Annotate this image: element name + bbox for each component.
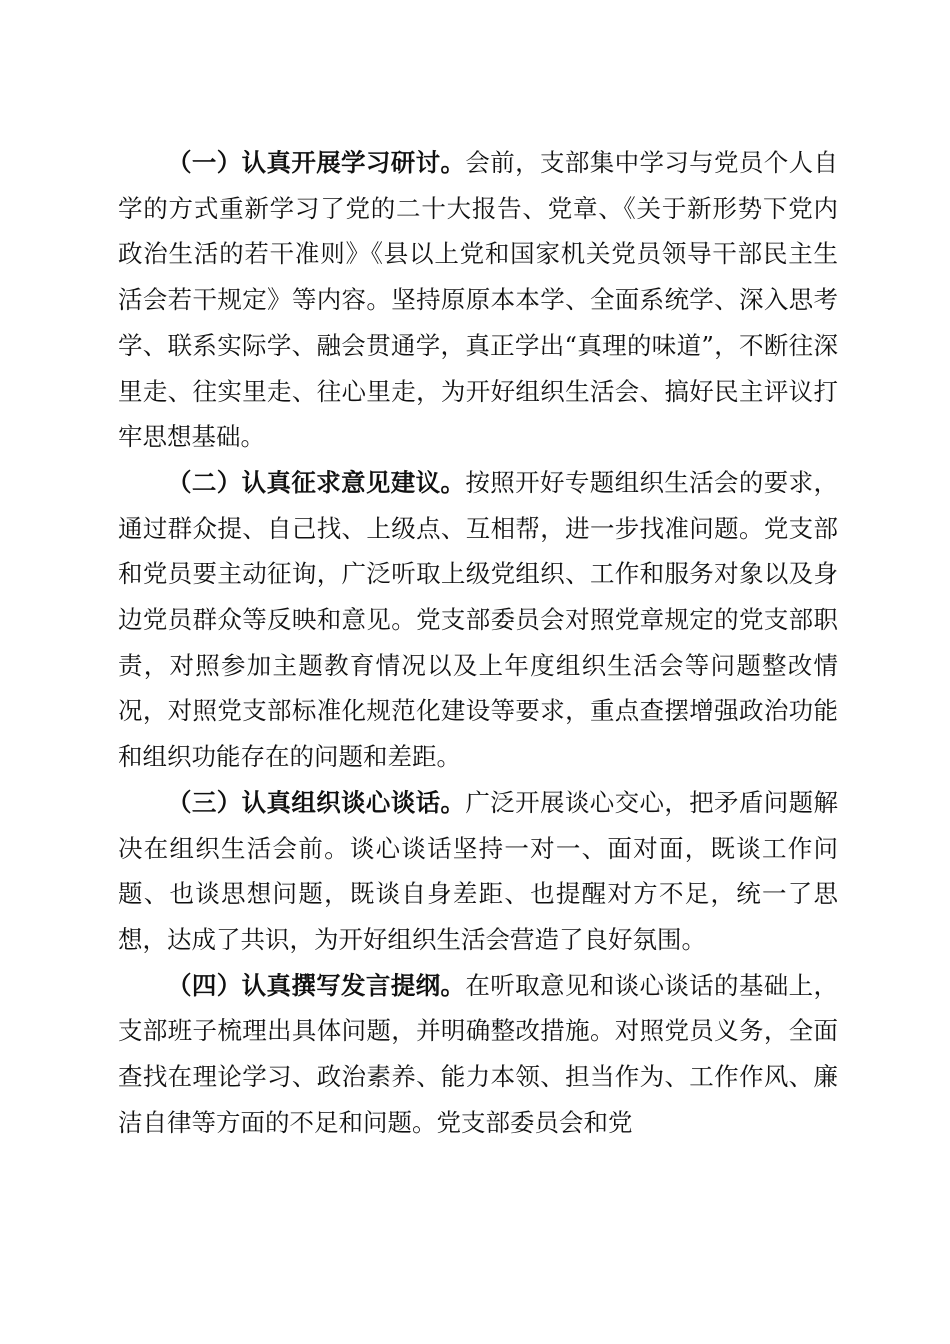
paragraph-heading: （四）认真撰写发言提纲。	[167, 970, 466, 1000]
paragraph-heading: （二）认真征求意见建议。	[167, 467, 466, 497]
paragraph-heading: （一）认真开展学习研讨。	[167, 148, 466, 177]
paragraph-text: 会前，支部集中学习与党员个人自学的方式重新学习了党的二十大报告、党章、《关于新形势下党内政治生活的若干准则》《县以上党和国家机关党员领导干部民主生活会若干规定》等内容。坚持原原本本学、全面系统学、深入思考学、联系实际学、融会贯通学，真正学出“真理的味道”，不断往深里走、往实里走、往心里走，为开好组织生活会、搞好民主评议打牢思想基础。	[118, 148, 839, 452]
paragraph-heart-to-heart-talks	[118, 780, 838, 963]
document-body	[118, 140, 838, 1145]
paragraph-text: 广泛开展谈心交心，把矛盾问题解决在组织生活会前。谈心谈话坚持一对一、面对面，既谈工作问题、也谈思想问题，既谈自身差距、也提醒对方不足，统一了思想，达成了共识，为开好组织生活会营造了良好氛围。	[118, 787, 839, 954]
paragraph-speech-outline	[118, 963, 838, 1146]
paragraph-heading: （三）认真组织谈心谈话。	[167, 787, 466, 817]
paragraph-text: 在听取意见和谈心谈话的基础上，支部班子梳理出具体问题，并明确整改措施。对照党员义务，全面查找在理论学习、政治素养、能力本领、担当作为、工作作风、廉洁自律等方面的不足和问题。党支部委员会和党	[118, 970, 839, 1137]
paragraph-solicit-opinions	[118, 460, 838, 780]
paragraph-text: 按照开好专题组织生活会的要求，通过群众提、自己找、上级点、互相帮，进一步找准问题。党支部和党员要主动征询，广泛听取上级党组织、工作和服务对象以及身边党员群众等反映和意见。党支部委员会对照党章规定的党支部职责，对照参加主题教育情况以及上年度组织生活会等问题整改情况，对照党支部标准化规范化建设等要求，重点查摆增强政治功能和组织功能存在的问题和差距。	[118, 467, 839, 772]
paragraph-study-discussion	[118, 140, 838, 460]
